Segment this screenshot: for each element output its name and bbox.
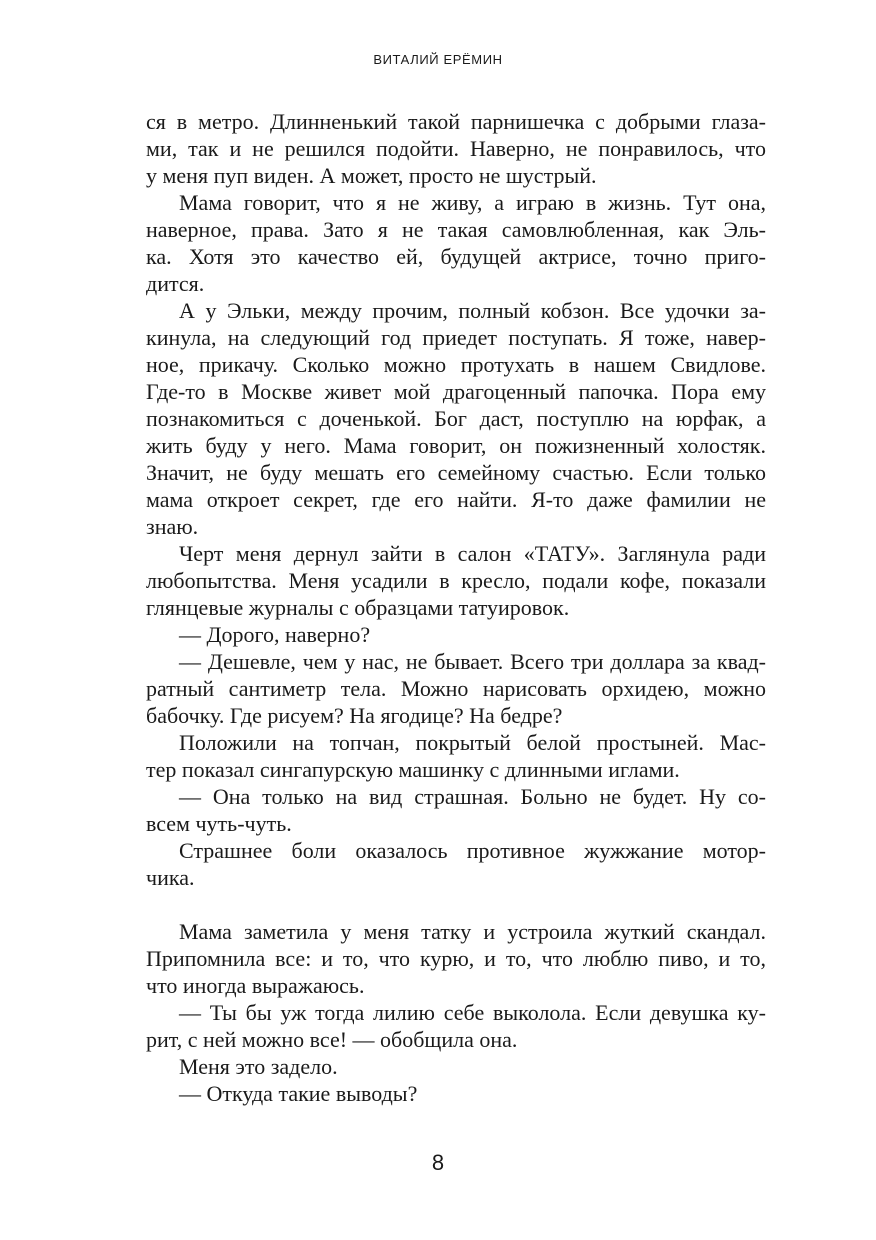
text-line: рит, с ней можно все! — обобщила она. — [146, 1027, 518, 1052]
text-line: — Откуда такие выводы? — [179, 1081, 418, 1106]
text-line: Положили на топчан, покрытый белой простыней. Мас- — [179, 730, 766, 755]
text-line: Черт меня дернул зайти в салон «ТАТУ». Заглянула ради — [179, 541, 766, 566]
text-line: — Дешевле, чем у нас, не бывает. Всего три доллара за квад- — [179, 649, 766, 674]
text-line: дится. — [146, 271, 205, 296]
text-line: ное, прикачу. Сколько можно протухать в нашем Свидлове. — [146, 352, 766, 377]
text-line: ратный сантиметр тела. Можно нарисовать орхидею, можно — [146, 676, 766, 701]
text-line: глянцевые журналы с образцами татуировок. — [146, 595, 570, 620]
text-line: Где-то в Москве живет мой драгоценный папочка. Пора ему — [146, 379, 766, 404]
text-line: любопытства. Меня усадили в кресло, подали кофе, показали — [146, 568, 766, 593]
text-line: — Ты бы уж тогда лилию себе выколола. Если девушка ку- — [179, 1000, 766, 1025]
text-line: — Дорого, наверно? — [179, 622, 371, 647]
text-line: Значит, не буду мешать его семейному счастью. Если только — [146, 460, 766, 485]
text-line: что иногда выражаюсь. — [146, 973, 365, 998]
text-line: знаю. — [146, 514, 199, 539]
running-head-author: ВИТАЛИЙ ЕРЁМИН — [373, 52, 503, 67]
text-line: кинула, на следующий год приедет поступать. Я тоже, навер- — [146, 325, 766, 350]
page-number: 8 — [431, 1150, 445, 1175]
text-line: ми, так и не решился подойти. Наверно, не понравилось, что — [146, 136, 766, 161]
section-break — [146, 891, 766, 918]
text-line: Мама говорит, что я не живу, а играю в жизнь. Тут она, — [179, 190, 766, 215]
text-line: ка. Хотя это качество ей, будущей актрисе, точно приго- — [146, 244, 766, 269]
text-line: жить буду у него. Мама говорит, он пожизненный холостяк. — [146, 433, 766, 458]
text-line: Припомнила все: и то, что курю, и то, что люблю пиво, и то, — [146, 946, 766, 971]
body-text — [146, 108, 766, 1107]
text-line: всем чуть-чуть. — [146, 811, 292, 836]
text-line: тер показал сингапурскую машинку с длинными иглами. — [146, 757, 680, 782]
text-line: А у Эльки, между прочим, полный кобзон. Все удочки за- — [179, 298, 766, 323]
text-line: бабочку. Где рисуем? На ягодице? На бедре? — [146, 703, 563, 728]
text-line: у меня пуп виден. А может, просто не шустрый. — [146, 163, 597, 188]
text-line: чика. — [146, 865, 195, 890]
text-line: мама откроет секрет, где его найти. Я-то даже фамилии не — [146, 487, 766, 512]
text-line: Страшнее боли оказалось противное жужжание мотор- — [179, 838, 766, 863]
text-line: Мама заметила у меня татку и устроила жуткий скандал. — [179, 919, 766, 944]
text-line: ся в метро. Длинненький такой парнишечка с добрыми глаза- — [146, 109, 766, 134]
text-line: познакомиться с доченькой. Бог даст, поступлю на юрфак, а — [146, 406, 766, 431]
text-line: Меня это задело. — [179, 1054, 338, 1079]
text-line: наверное, права. Зато я не такая самовлюбленная, как Эль- — [146, 217, 766, 242]
text-line: — Она только на вид страшная. Больно не будет. Ну со- — [179, 784, 766, 809]
